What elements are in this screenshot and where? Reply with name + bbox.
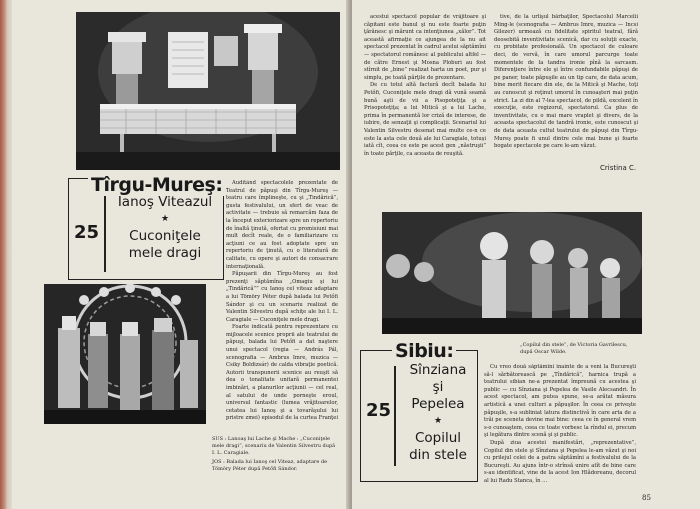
show-title-1-line2: şi — [432, 379, 444, 395]
show-title-1-line1: Sînziana — [409, 362, 467, 378]
paragraph: Foarte indicată pentru reprezentare cu mijloacele scenice proprii ale teatrului de păpuşi, balada lui Petőfi a dat naştere unui spectacol (regia — András Pál, scenografia — Ambrus Imre, muzica — Csiky Boldizsár) de calda vibraţie poetică. Autorii transpunerii scenice au reuşit să dea o tonalitate unitară permanentei imbinări, a planurilor acţiunii — cel real, al satului de unde porneşte eroul, universul fantastic (lumea vrăjitoarelor, cetatea lui Ianoş şi a tovarăşului lui pristre zmei) episodul de la curtea Franţei — [226, 324, 338, 420]
star-icon: ★ — [160, 214, 170, 224]
article-column-right-2 — [494, 14, 638, 160]
article-column-left — [226, 180, 338, 420]
book-spine — [0, 0, 12, 509]
count-number-right: 25 — [366, 400, 392, 421]
photo-puppets-balada — [44, 284, 206, 424]
show-title-1: Ianoş Viteazul — [117, 194, 213, 210]
show-title-2-line1: Cuconiţele — [129, 228, 201, 244]
show-title-2-line2: mele dragi — [128, 245, 202, 261]
paragraph: Auditând spectacolele prezentate de Teatrul de păpuşi din Tîrgu-Mureş — teatru care împlineşte, cu şi „Tindărică”, gusta festivalului, un sfert de veac de activitate — trebuie să remarcăm faza de la început exteriorizare spre un repertoriu de înaltă ţinută, ofertat cu promisiuni mai mult decît reale, de o familiarizare cu acţiuni ce au fost adoptate spre un repertoriu de ţinută, cu o literatură de calitate, cu opere şi autori de consacrare internaţională. — [226, 180, 338, 270]
show-title-2-line1: Copilul — [414, 430, 462, 446]
paragraph: Cu vreo două săptămîni înainte de a veni la Bucureşti să-l sărbătorească pe „Tîndărică”, harnica trupă a teatrului sibian ne-a prezentat împreună cu acestea şi public — cu Sînziana şi Pepelea de Vasile Alecsandri. În acest spectacol, am putea spune, se-a arătat măsura artistică a unei culturi a păpuşilor. În ceea ce priveşte păpuşile, s-a subliniat latura distinctivă în care arta de a trăi pe sceneta devine mai bine: ceea ce în general vrem s-o cunoaştem, ceea ce toate vorbesc la rîndul ei, precum şi legătura dintre scenă şi şi public. — [484, 364, 636, 439]
paragraph: acestui spectacol popular de vrăjitoare şi căpitani este banul şi nu este foarte puţin ţărănesc şi mărunt ca intenţiunea „xălor”. Tot această afirmaţie ce ajungea de la nu ait spectacol prezentat în cadrul acelui săptămîni — spectatorul românesc al publicului altfel — de către Ernest şi Mosna Ploburi au fost stîrnit de „bine” realizat harta un poet, pur şi simplu, pe toată părţile de prezentare. — [364, 14, 486, 81]
show-title-2-line2: din stele — [409, 447, 467, 463]
divider-line — [104, 196, 106, 272]
count-number: 25 — [74, 222, 100, 243]
page-number: 85 — [642, 494, 651, 502]
photo-caption-right: „Copilul din stele”, de Victoria Gavrilescu, după Oscar Wilde. — [520, 342, 628, 355]
city-heading: Tîrgu-Mureş: — [88, 174, 225, 196]
article-column-right-1 — [364, 14, 486, 200]
city-heading-sibiu: Sibiu: — [392, 340, 456, 362]
author-signature: Cristina C. — [600, 164, 637, 172]
paragraph: Păpuşarii din Tîrgu-Mureş au fost prezenţi săptămîna „Omagiu şi lui „Tindărică”” cu Ianoş cel viteaz adaptare a lui Tömöry Péter după balada lui Petőfi Sándor şi cu un scenariu realizat de Valentin Silvestru după schiţe ale lui I. L. Caragiale — Cuconiţele mele dragi. — [226, 271, 338, 323]
article-column-right-3 — [484, 364, 636, 488]
photo-caption-left — [212, 436, 338, 473]
show-title-1-line3: Pepelea — [411, 396, 465, 412]
photo-copilul-din-stele — [382, 212, 642, 334]
caption-bottom: JOS : Balada lui Ianoş cel Viteaz, adaptare de Tömöry Péter după Petőfi Sándor. — [212, 459, 328, 472]
paragraph: tive, de la urlişul bărbaţilor, Spectacolul Marcelii Ming-le (scenografia — Ambrus Imre, muzica — Incsi Gilezer) urmează cu fidelitate spiritul teatral, fără deosebită inventivitate scenică, dar cu soluţii exacte, cu probitate profesională. Un spectacol de culoare deci, de vervă, în care umorul parcurge toate momentele de la tandra ironie pînă la sarcasm. Diferenţiere între ele şi între confundabile păpuşi de pe paner, toate păpuşile au un tip care, de data acum, bine merit fiecare din ele, de la Mitică şi Mache, toţi au cunoscut şi reţinut umorul în cunoaşteri mai puţin strict. La zi din al 7-lea spectacol, de pildă, excelent în execuţie, este regizorul, spectatorul. Ca plus de inventivitate, cu o mai mare vraplet şi divers, de la aceasta spectacolul de tandră ironie, este cunoscut şi de data aceasta cultul teatrului de păpuşi din Tîrgu-Mureş poate fi unul dintre cele mai bune şi foarte bogate spectacole pe care le-am văzut. — [494, 14, 638, 150]
divider-line-right — [394, 366, 396, 466]
paragraph: După ziua acestei manifestări, „reprezentative”, Copilul din stele şi Sînziana şi Pepelea le-am văzut şi noi cu prilejul celei de a patra săptămîni a festivalului de la Bucureşti. Au ajuns într-o strînsă unire atît de bine care s-au identificat, vine de la acest Ion Hlădoreanu, decorul al lui Radu Stanca, în ... — [484, 439, 636, 484]
photo-puppets-table — [76, 12, 340, 170]
paragraph: De cu totul altă factură decît balada lui Petőfi, Cuconiţele mele dragi dă vună seamă bună aşti de vii a Pisopoteţiţa şi a Prisopoteţiţa; a lui Mitică şi a lui Lache, prima în permanentă lor criză de interese, de iubire, de senzaţii şi complicaţii. Scenariul lui Valentin Silvestru desenat mai multe ce-n ce este la asta cele două ale lui Caragiale, totuşi iată cît, ceea ce este pe acest gen „năstruşii” în toate părţile, ca aceasta de reuşită. — [364, 82, 486, 157]
show-titles — [108, 194, 222, 262]
caption-top: SUS : Lanoaş lui Lache şi Mache : „Cuconiţele mele dragi”, scenariu de Valentin Silvestru după I. L. Caragiale. — [212, 436, 336, 456]
show-titles-right — [398, 362, 478, 464]
star-icon: ★ — [433, 416, 443, 426]
